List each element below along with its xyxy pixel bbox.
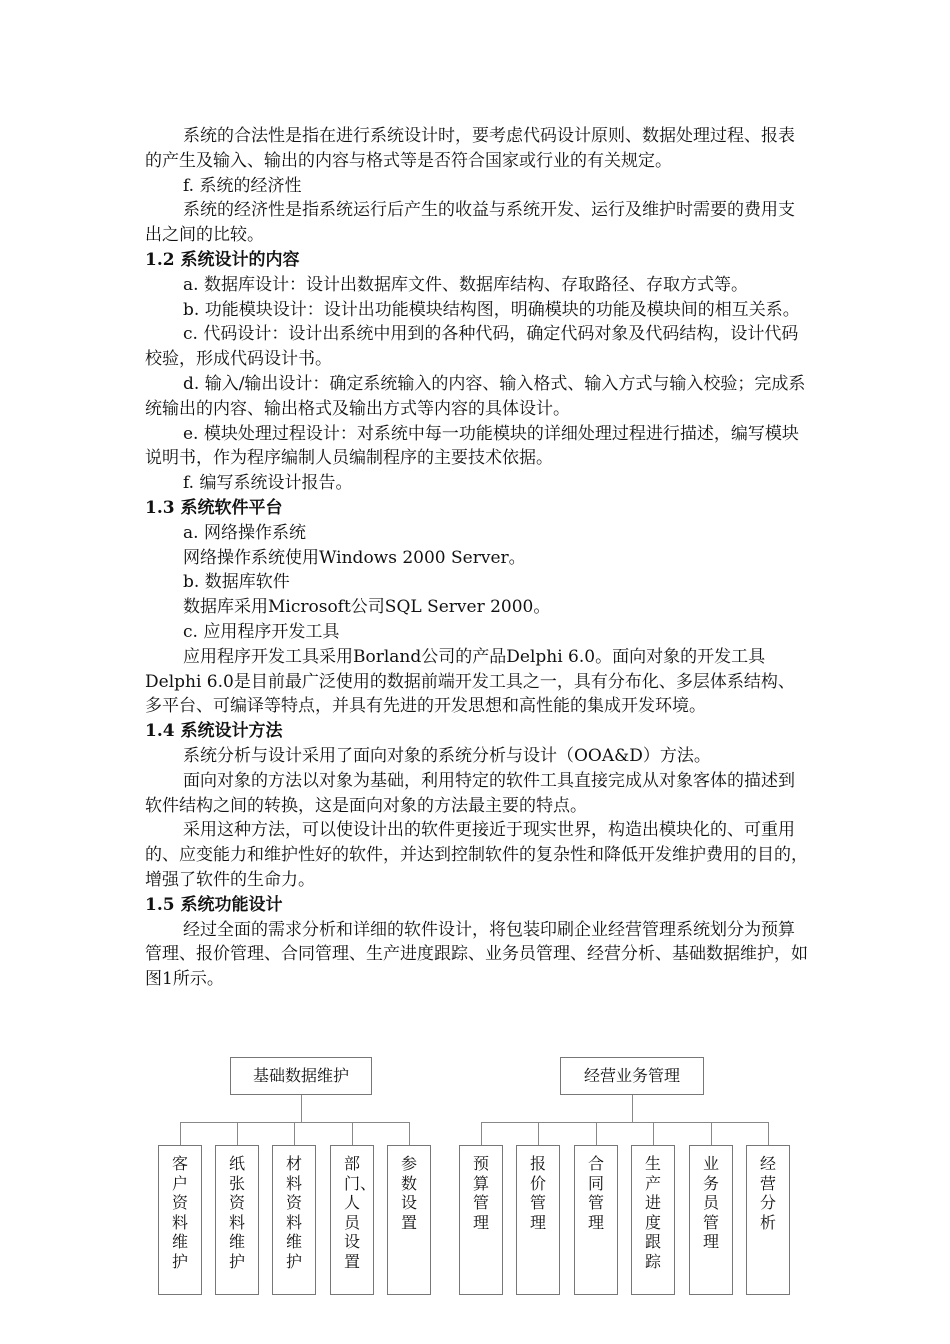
diagram-module: 经营分析 (746, 1145, 790, 1295)
diagram-module: 合同管理 (574, 1145, 618, 1295)
body-paragraph: c. 代码设计：设计出系统中用到的各种代码，确定代码对象及代码结构，设计代码校验，形成代码设计书。 (145, 324, 799, 370)
body-paragraph: 系统的经济性是指系统运行后产生的收益与系统开发、运行及维护时需要的费用支出之间的比较。 (145, 200, 795, 246)
body-paragraph: 系统的合法性是指在进行系统设计时，要考虑代码设计原则、数据处理过程、报表的产生及输入、输出的内容与格式等是否符合国家或行业的有关规定。 (145, 126, 795, 171)
document-body (0, 124, 950, 992)
body-paragraph: 系统分析与设计采用了面向对象的系统分析与设计（OOA&D）方法。 (183, 745, 711, 766)
body-paragraph: f. 编写系统设计报告。 (183, 473, 353, 494)
connector-line (632, 1095, 633, 1122)
function-module-diagram (0, 1050, 950, 1344)
diagram-module: 部门、人员设置 (330, 1145, 374, 1295)
connector-line (409, 1122, 410, 1145)
body-paragraph: c. 应用程序开发工具 (183, 621, 340, 642)
body-paragraph: 面向对象的方法以对象为基础，利用特定的软件工具直接完成从对象客体的描述到软件结构之间的转换，这是面向对象的方法最主要的特点。 (145, 770, 795, 816)
body-paragraph: 采用这种方法，可以使设计出的软件更接近于现实世界，构造出模块化的、可重用的、应变能力和维护性好的软件，并达到控制软件的复杂性和降低开发维护费用的目的，增强了软件的生命力。 (145, 820, 808, 890)
body-paragraph: 经过全面的需求分析和详细的软件设计，将包装印刷企业经营管理系统划分为预算管理、报价管理、合同管理、生产进度跟踪、业务员管理、经营分析、基础数据维护，如图1所示。 (145, 919, 808, 990)
diagram-module: 纸张资料维护 (215, 1145, 259, 1295)
connector-line (352, 1122, 353, 1145)
body-paragraph: d. 输入/输出设计：确定系统输入的内容、输入格式、输入方式与输入校验；完成系统输出的内容、输出格式及输出方式等内容的具体设计。 (145, 373, 806, 419)
connector-line (180, 1122, 410, 1123)
body-paragraph: 网络操作系统使用Windows 2000 Server。 (183, 547, 526, 568)
diagram-group-title: 基础数据维护 (230, 1057, 372, 1095)
diagram-module: 报价管理 (516, 1145, 560, 1295)
connector-line (180, 1122, 181, 1145)
diagram-module: 材料资料维护 (272, 1145, 316, 1295)
diagram-module: 预算管理 (459, 1145, 503, 1295)
connector-line (481, 1122, 769, 1123)
diagram-module: 生产进度跟踪 (631, 1145, 675, 1295)
section-heading: 1.4 系统设计方法 (145, 721, 283, 742)
connector-line (653, 1122, 654, 1145)
connector-line (768, 1122, 769, 1145)
body-paragraph: b. 数据库软件 (183, 572, 290, 593)
connector-line (237, 1122, 238, 1145)
diagram-module: 业务员管理 (689, 1145, 733, 1295)
connector-line (538, 1122, 539, 1145)
connector-line (596, 1122, 597, 1145)
body-paragraph: a. 数据库设计：设计出数据库文件、数据库结构、存取路径、存取方式等。 (183, 274, 748, 295)
body-paragraph: f. 系统的经济性 (183, 175, 302, 196)
connector-line (711, 1122, 712, 1145)
body-paragraph: 数据库采用Microsoft公司SQL Server 2000。 (183, 597, 551, 618)
section-heading: 1.2 系统设计的内容 (145, 249, 300, 270)
body-paragraph: a. 网络操作系统 (183, 522, 306, 543)
section-heading: 1.3 系统软件平台 (145, 497, 283, 518)
connector-line (301, 1095, 302, 1122)
section-heading: 1.5 系统功能设计 (145, 894, 283, 915)
connector-line (294, 1122, 295, 1145)
body-paragraph: e. 模块处理过程设计：对系统中每一功能模块的详细处理过程进行描述，编写模块说明书，作为程序编制人员编制程序的主要技术依据。 (145, 423, 799, 469)
connector-line (481, 1122, 482, 1145)
diagram-module: 参数设置 (387, 1145, 431, 1295)
diagram-module: 客户资料维护 (158, 1145, 202, 1295)
diagram-group-title: 经营业务管理 (560, 1057, 704, 1095)
body-paragraph: b. 功能模块设计：设计出功能模块结构图，明确模块的功能及模块间的相互关系。 (183, 299, 800, 320)
body-paragraph: 应用程序开发工具采用Borland公司的产品Delphi 6.0。面向对象的开发工具Delphi 6.0是目前最广泛使用的数据前端开发工具之一，具有分布化、多层体系结构、多平台、可编译等特点，并具有先进的开发思想和高性能的集成开发环境。 (145, 646, 795, 717)
